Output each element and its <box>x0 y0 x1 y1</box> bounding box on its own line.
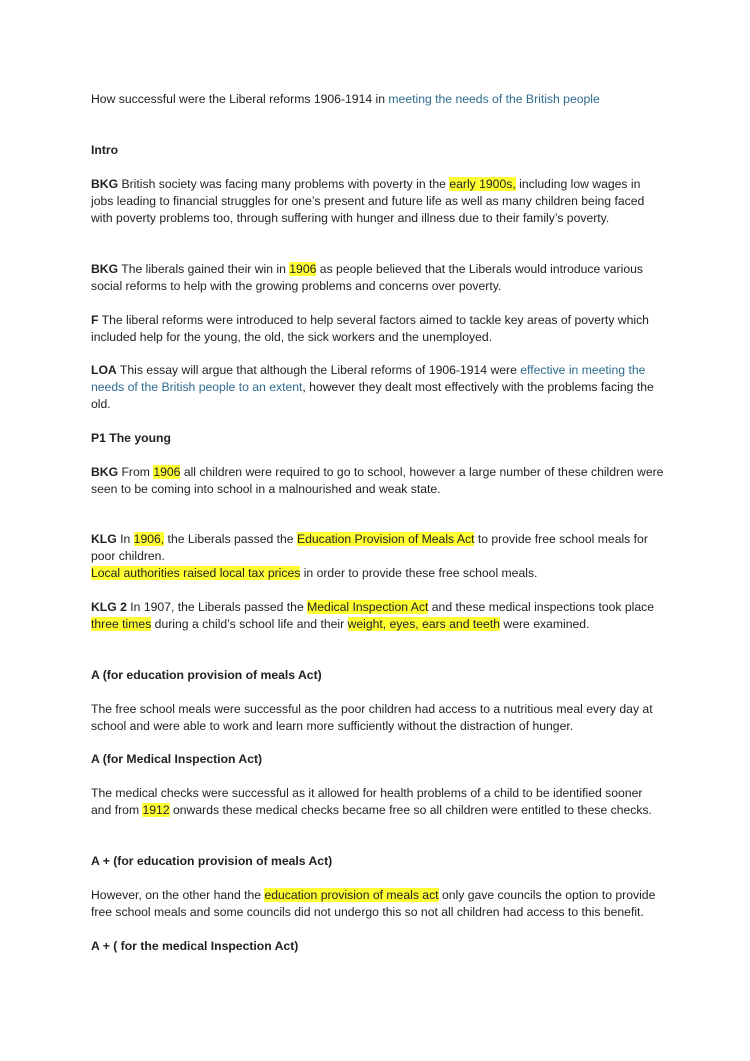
text-run: the Liberals passed the <box>164 532 297 546</box>
highlight-education-provision-of-meals-act-lower: education provision of meals act <box>264 888 439 902</box>
a1-paragraph: The free school meals were successful as the poor children had access to a nutritious meal every day at school and were able to work and learn more sufficiently without the distraction of hunger. <box>91 702 653 733</box>
text-run: The medical checks were successful as it allowed for health problems of a child to be identified sooner and from <box>91 786 643 817</box>
bkg-paragraph-1 <box>91 176 666 227</box>
f-paragraph <box>91 312 666 346</box>
essay-title-prefix: How successful were the Liberal reforms 1906-1914 in <box>91 92 389 106</box>
text-run: to provide free school meals for poor children. <box>91 532 648 563</box>
klg-paragraph-2 <box>91 599 666 633</box>
a2-paragraph <box>91 785 666 819</box>
text-run: In <box>116 532 134 546</box>
intro-heading: Intro <box>91 143 119 157</box>
highlight-1906: 1906 <box>289 262 317 276</box>
text-run: British society was facing many problems with poverty in the <box>118 177 450 191</box>
klg-paragraph-1 <box>91 531 666 582</box>
a2-heading: A (for Medical Inspection Act) <box>91 752 263 766</box>
text-run: The liberal reforms were introduced to help several factors aimed to tackle key areas of poverty which included help for the young, the old, the sick workers and the unemployed. <box>91 313 649 344</box>
text-run: onwards these medical checks became free so all children were entitled to these checks. <box>169 803 652 817</box>
highlight-medical-inspection-act: Medical Inspection Act <box>307 600 429 614</box>
text-run: were examined. <box>500 617 590 631</box>
text-run: all children were required to go to school, however a large number of these children were seen to be coming into school in a malnourished and weak state. <box>91 465 664 496</box>
highlight-early-1900s: early 1900s, <box>449 177 516 191</box>
essay-title-highlight: meeting the needs of the British people <box>388 92 600 106</box>
bkg-label: BKG <box>91 465 119 479</box>
bkg-paragraph-2 <box>91 261 666 295</box>
text-run: In 1907, the Liberals passed the <box>126 600 308 614</box>
text-run: only gave councils the option to provide free school meals and some councils did not undergo this so not all children had access to this benefit. <box>91 888 656 919</box>
loa-label: LOA <box>91 363 117 377</box>
text-run: From <box>118 465 154 479</box>
p1-heading: P1 The young <box>91 431 171 445</box>
text-run: However, on the other hand the <box>91 888 265 902</box>
bkg-label: BKG <box>91 177 119 191</box>
text-run: in order to provide these free school meals. <box>300 566 538 580</box>
bkg-label: BKG <box>91 262 119 276</box>
highlight-1906: 1906, <box>133 532 165 546</box>
text-run: and these medical inspections took place <box>428 600 654 614</box>
f-label: F <box>91 313 99 327</box>
highlight-local-authorities: Local authorities raised local tax prices <box>91 566 301 580</box>
bkg-paragraph-3 <box>91 464 666 498</box>
a1-heading: A (for education provision of meals Act) <box>91 668 322 682</box>
highlight-1912: 1912 <box>142 803 170 817</box>
highlight-weight-eyes-ears-teeth: weight, eyes, ears and teeth <box>347 617 500 631</box>
a3-heading: A + (for education provision of meals Act) <box>91 854 333 868</box>
loa-paragraph <box>91 362 666 413</box>
text-run: The liberals gained their win in <box>118 262 290 276</box>
a3-paragraph <box>91 887 666 921</box>
text-run: This essay will argue that although the Liberal reforms of 1906-1914 were <box>116 363 521 377</box>
highlight-three-times: three times <box>91 617 152 631</box>
a4-heading: A + ( for the medical Inspection Act) <box>91 939 299 953</box>
klg-2-label: KLG 2 <box>91 600 127 614</box>
loa-blue-text: effective in meeting the needs of the British people to an extent <box>91 363 646 394</box>
text-run: during a child’s school life and their <box>151 617 348 631</box>
text-run: including low wages in jobs leading to financial struggles for one’s present and future life as well as many children being faced with poverty problems too, through suffering with hunger and illness due to their family’s poverty. <box>91 177 645 225</box>
klg-label: KLG <box>91 532 117 546</box>
text-run: , however they dealt most effectively with the problems facing the old. <box>91 380 654 411</box>
essay-title <box>91 91 666 108</box>
highlight-1906: 1906 <box>153 465 181 479</box>
text-run: as people believed that the Liberals would introduce various social reforms to help with the growing problems and concerns over poverty. <box>91 262 643 293</box>
highlight-education-provision-of-meals-act: Education Provision of Meals Act <box>296 532 475 546</box>
